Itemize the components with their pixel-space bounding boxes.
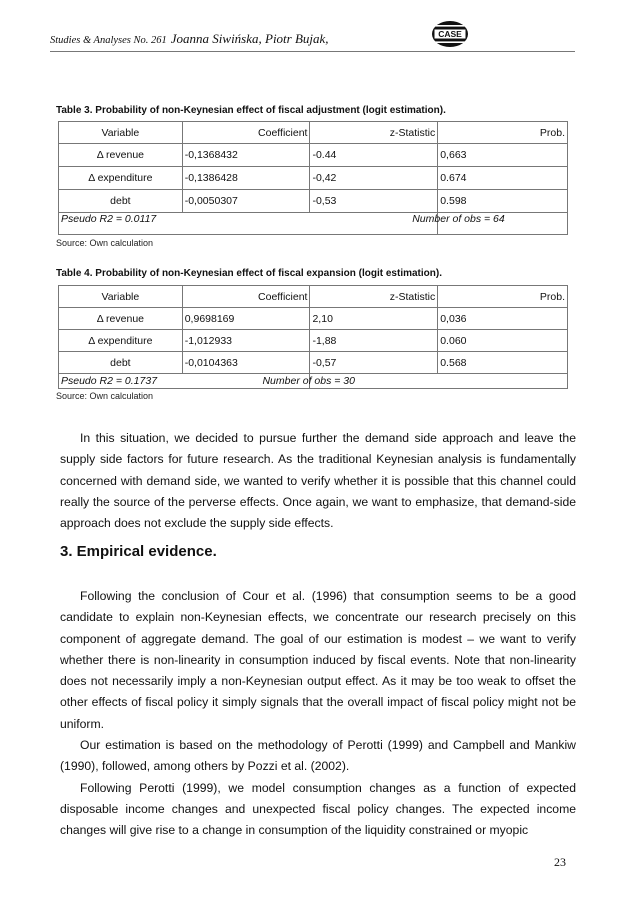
case-logo-icon [431,20,469,48]
pseudo-r2: Pseudo R2 = 0.1737 [61,375,158,387]
series-title: Studies & Analyses No. 261 [50,35,167,46]
section-heading: 3. Empirical evidence. [60,543,217,560]
table-cell: Δ expenditure [59,330,183,352]
table-row [59,167,568,190]
table-cell: debt [59,190,183,213]
table-cell: 0.674 [438,167,568,190]
table-cell: -0,0050307 [182,190,310,213]
header-rule [50,51,575,52]
table-cell: -1,88 [310,330,438,352]
column-header: Coefficient [182,122,310,144]
table-cell: 0,9698169 [182,308,310,330]
page-number: 23 [554,855,566,869]
table-4-caption: Table 4. Probability of non-Keynesian effect of fiscal expansion (logit estimation). [56,268,442,279]
authors: Joanna Siwińska, Piotr Bujak, [170,31,329,46]
table-cell: debt [59,352,183,374]
paragraph: In this situation, we decided to pursue further the demand side approach and leave the supply side factors for future research. As the traditional Keynesian analysis is fundamentally concerned with demand side, we wanted to verify whether it is possible that this channel could really the source of the perverse effects. Once again, we want to emphasize, that demand-side approach does not exclude the supply side effects. [60,431,576,531]
table-cell: 0.598 [438,190,568,213]
body-paragraphs-intro [60,428,576,534]
table-footer-row [59,374,568,389]
table-row [59,190,568,213]
table-cell: -0,1386428 [182,167,310,190]
table-row [59,144,568,167]
table-header-row [59,286,568,308]
table-cell: -0,1368432 [182,144,310,167]
column-header: z-Statistic [310,286,438,308]
table-cell: -0.44 [310,144,438,167]
table-cell: 2,10 [310,308,438,330]
column-header: z-Statistic [310,122,438,144]
table-footer-row [59,213,568,235]
column-header: Prob. [438,286,568,308]
table-4 [58,285,568,389]
number-of-obs: Number of obs = 64 [412,213,505,225]
column-header: Variable [59,286,183,308]
table-row [59,352,568,374]
paragraph: Following Perotti (1999), we model consumption changes as a function of expected disposable income changes and unexpected fiscal policy changes. The expected income changes will give rise to a change in consumption of the liquidity constrained or myopic [60,780,576,838]
table-cell: -0,57 [310,352,438,374]
table-cell: Δ revenue [59,144,183,167]
table-cell: -0,53 [310,190,438,213]
table-row [59,330,568,352]
paragraph: Following the conclusion of Cour et al. (1996) that consumption seems to be a good candidate to explain non-Keynesian effects, we concentrate our research precisely on this component of aggregate demand. The goal of our estimation is modest – we want to verify whether there is non-linearity in consumption induced by fiscal events. Note that non-linearity does not necessarily imply a non-Keynesian output effect. As it may be too weak to offset the other effects of fiscal policy it simply signals that the overall impact of fiscal policy might not be uniform. [60,589,576,731]
table-header-row [59,122,568,144]
svg-text:CASE: CASE [438,29,462,40]
table-cell: -0,42 [310,167,438,190]
table-3-caption: Table 3. Probability of non-Keynesian effect of fiscal adjustment (logit estimation). [56,105,446,116]
section-body [60,586,576,842]
column-header: Prob. [438,122,568,144]
table-cell: 0,036 [438,308,568,330]
table-cell: -0,0104363 [182,352,310,374]
running-header [50,22,575,52]
column-header: Coefficient [182,286,310,308]
number-of-obs: Number of obs = 30 [262,375,355,387]
table-row [59,308,568,330]
table-cell: 0.568 [438,352,568,374]
table-4-source: Source: Own calculation [56,391,154,401]
table-cell: 0.060 [438,330,568,352]
column-header: Variable [59,122,183,144]
table-3-source: Source: Own calculation [56,238,154,248]
table-cell: 0,663 [438,144,568,167]
pseudo-r2: Pseudo R2 = 0.0117 [61,213,157,225]
table-cell: Δ expenditure [59,167,183,190]
table-cell: Δ revenue [59,308,183,330]
table-3 [58,121,568,235]
table-cell: -1,012933 [182,330,310,352]
paragraph: Our estimation is based on the methodology of Perotti (1999) and Campbell and Mankiw (1990), followed, among others by Pozzi et al. (2002). [60,738,576,774]
